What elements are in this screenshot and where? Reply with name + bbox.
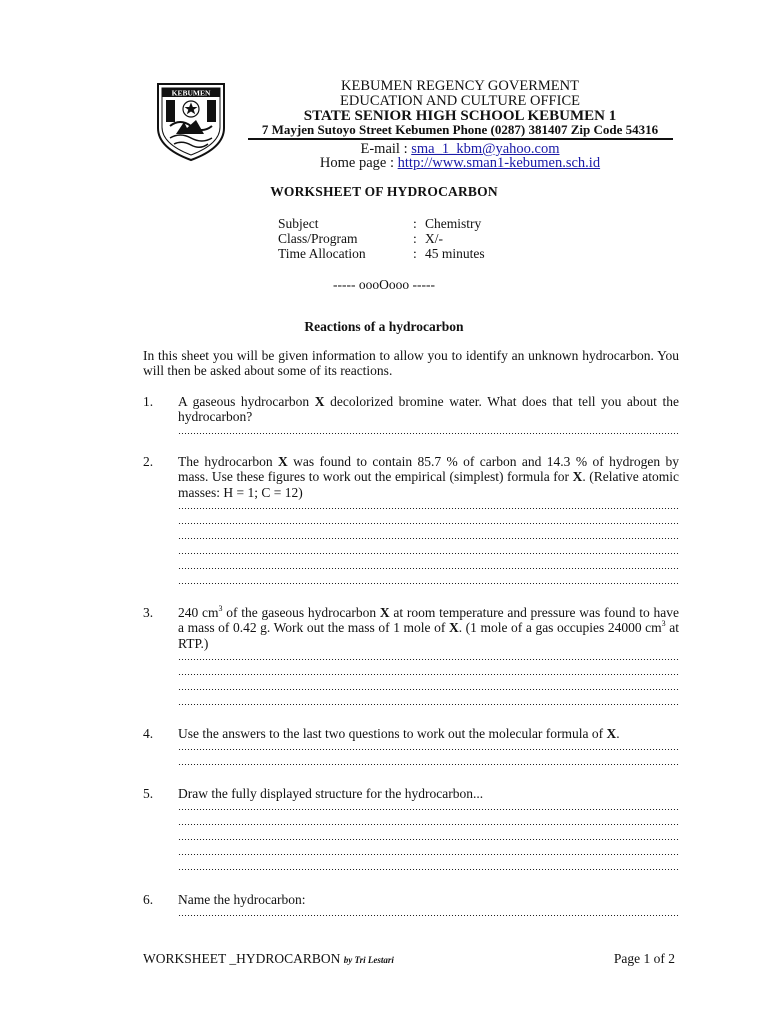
answer-line[interactable] <box>178 864 679 872</box>
info-colon: : <box>413 216 417 231</box>
homepage-link[interactable]: http://www.sman1-kebumen.sch.id <box>397 155 601 171</box>
answer-line[interactable] <box>178 759 679 767</box>
answer-line[interactable] <box>178 533 679 541</box>
question-5-text: Draw the fully displayed structure for the hydrocarbon... <box>178 786 484 801</box>
answer-line[interactable] <box>178 849 679 857</box>
intro-paragraph: In this sheet you will be given information to allow you to identify an unknown hydrocarbon. You will then be asked about some of its reactions. <box>143 348 679 379</box>
footer-page-number: Page 1 of 2 <box>613 951 675 966</box>
homepage-label: Home page : <box>319 155 398 171</box>
info-key: Class/Program <box>278 231 358 246</box>
question-number: 2. <box>143 454 154 469</box>
footer-worksheet-name: WORKSHEET _HYDROCARBON <box>143 951 344 966</box>
info-colon: : <box>413 246 417 261</box>
answer-line[interactable] <box>178 428 679 436</box>
school-crest-logo <box>156 82 226 162</box>
answer-line[interactable] <box>178 819 679 827</box>
answer-line[interactable] <box>178 578 679 586</box>
answer-line[interactable] <box>178 503 679 511</box>
header-government: KEBUMEN REGENCY GOVERMENT <box>341 78 579 94</box>
header-divider <box>248 138 673 140</box>
info-colon: : <box>413 231 417 246</box>
email-label: E-mail : <box>360 141 412 157</box>
answer-line[interactable] <box>178 699 679 707</box>
question-3-text: 240 $cm^3$ of the gaseous hydrocarbon X at room temperature and pressure was found to have a mass of 0.42 g. Work out the mass of 1 mole of X. (1 mole of a gas occupies 24000 $cm^3$ at RTP.) <box>178 604 679 651</box>
section-title: Reactions of a hydrocarbon <box>304 319 464 334</box>
info-value: 45 minutes <box>425 246 485 261</box>
answer-line[interactable] <box>178 548 679 556</box>
question-number: 1. <box>143 394 154 409</box>
answer-line[interactable] <box>178 804 679 812</box>
answer-line[interactable] <box>178 910 679 918</box>
question-6-text: Name the hydrocarbon: <box>178 892 306 907</box>
header-school-name: STATE SENIOR HIGH SCHOOL KEBUMEN 1 <box>303 108 617 124</box>
info-row-class <box>0 231 768 246</box>
answer-line[interactable] <box>178 834 679 842</box>
header-homepage-line <box>232 155 688 171</box>
footer-author: by Tri Lestari <box>343 955 394 965</box>
question-number: 4. <box>143 726 154 741</box>
email-link[interactable]: sma_1_kbm@yahoo.com <box>411 141 560 157</box>
answer-line[interactable] <box>178 684 679 692</box>
info-key: Subject <box>278 216 319 231</box>
answer-line[interactable] <box>178 563 679 571</box>
info-row-time <box>0 246 768 261</box>
ornament-separator: ----- oooOooo ----- <box>333 277 435 292</box>
answer-line[interactable] <box>178 669 679 677</box>
question-number: 5. <box>143 786 154 801</box>
info-value: X/- <box>425 231 443 246</box>
question-1-text: A gaseous hydrocarbon X decolorized bromine water. What does that tell you about the hydrocarbon? <box>178 394 679 425</box>
question-4-text: Use the answers to the last two questions to work out the molecular formula of X. <box>178 726 620 741</box>
question-2-text: The hydrocarbon X was found to contain 85.7 % of carbon and 14.3 % of hydrogen by mass. Use these figures to work out the empirical (simplest) formula for X. (Relative atomic masses: H = 1; C = 12) <box>178 454 680 500</box>
info-row-subject <box>0 216 768 231</box>
header-address: 7 Mayjen Sutoyo Street Kebumen Phone (0287) 381407 Zip Code 54316 <box>261 122 659 137</box>
svg-text:KEBUMEN: KEBUMEN <box>171 88 211 98</box>
header-office: EDUCATION AND CULTURE OFFICE <box>340 93 580 109</box>
info-value: Chemistry <box>425 216 482 231</box>
worksheet-title: WORKSHEET OF HYDROCARBON <box>270 184 498 199</box>
answer-line[interactable] <box>178 654 679 662</box>
answer-line[interactable] <box>178 744 679 752</box>
question-number: 3. <box>143 605 154 620</box>
answer-line[interactable] <box>178 518 679 526</box>
question-number: 6. <box>143 892 154 907</box>
footer-title <box>143 951 394 967</box>
info-key: Time Allocation <box>278 246 366 261</box>
